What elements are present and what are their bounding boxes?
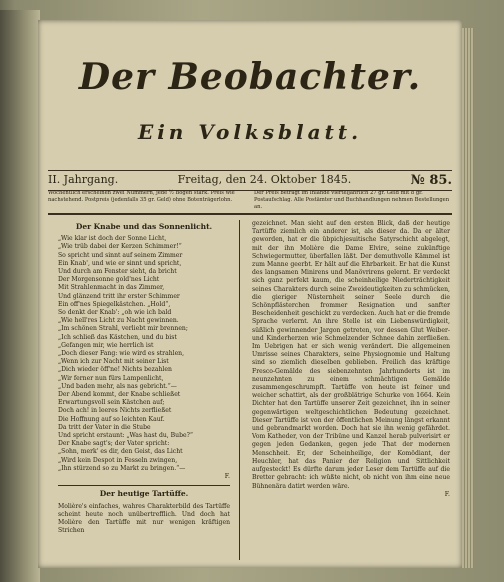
poem-title: Der Knabe und das Sonnenlicht. (75, 222, 213, 231)
poem-line: „Gefangen mir, wie herrlich ist (58, 341, 154, 349)
poem-line: Ein off'nes Spiegelkästchen. „Hold“, (58, 300, 171, 308)
issue-number: № 85. (410, 173, 452, 188)
column-rule (239, 220, 240, 560)
issue-date: Freitag, den 24. Oktober 1845. (177, 173, 352, 186)
book-spine-edge (0, 10, 40, 582)
poem-line: Der Knabe sagt's; der Vater spricht: (58, 440, 170, 448)
poem-body (58, 235, 230, 481)
masthead-title: Der Beobachter. (78, 56, 422, 98)
poem-line: Erwartungsvoll sein Kästchen auf; (58, 399, 165, 407)
poem-line: „Wie hell'res Licht zu Nacht gewinnen. (58, 317, 179, 325)
poem-line: „Wie klar ist doch der Sonne Licht, (58, 235, 167, 243)
page-stack-edge (462, 28, 474, 568)
article-title: Der heutige Tartüffe. (99, 489, 189, 499)
poem-line: Und spricht erstaunt: „Was hast du, Bube?“ (58, 432, 193, 440)
info-right: Der Preis beträgt im Inlande vierteljährlich 27 gr. Geld mit 8 gr. Postaufschlag. Alle Postämter und Buchhandlungen nehmen Bestellungen an. (254, 190, 450, 210)
info-left: Wöchentlich erscheinen zwei Nummern, jede ½ Bogen stark. Preis wie nachstehend. Postpreis (jedenfalls 35 gr. Geld) ohne Botenträgerlohn. (48, 190, 235, 203)
poem-line: „Im schönen Strahl, verliebt mir brennen; (58, 325, 188, 333)
poem-line: „Wie trüb dabei der Kerzen Schimmer!“ (58, 243, 182, 251)
subscription-info (48, 190, 452, 215)
newspaper-page (38, 20, 462, 568)
poem-line: Der Abend kommt, der Knabe schließet (58, 391, 181, 399)
poem-line: Die Hoffnung auf so leichten Kauf. (58, 415, 165, 423)
poem-line: Und glänzend tritt ihr erster Schimmer (58, 292, 180, 300)
volume-label: II. Jahrgang. (48, 173, 119, 186)
poem-line: Ein Knab', und wie er sinnt und spricht, (58, 259, 182, 267)
article-intro: Molière's einfaches, wahres Charakterbild des Tartüffe scheint heute noch unübertrefflich. Und doch hat Molière den Tartüffe mit nur wenigen kräftigen Strichen (58, 502, 230, 535)
poem-line: F. (224, 473, 230, 481)
article-continuation: gezeichnet. Man sieht auf den ersten Blick, daß der heutige Tartüffe ziemlich ein anderer ist, als dieser da. Da er älter geworden, hat er die übpichjesuitische Satyrschicht abgelegt, mit der ihn Molière die Dame Elvire, seine zukünftige Schwiegermutter, überfallen läßt. Der demuthvolle Kämmel ist zum Manne geerbt. Er hält auf die Ehrbarkeit. Er hat die Kunst des langsamen Minirens und Manövrirens gelernt. Er verdeckt sich ganz perfekt kaum, die scheinheilige Niederträchtigkeit seines Charakters durch seine Zweideutigkeiten zu schmücken, die gieriger Nüsternheit seiner Seele durch die Schönpflästerchen frommer Resignation und sanfter Bescheidenheit geschickt zu verdecken. Auch hat er die fremde Sprache verlernt. An ihre Stelle ist ein Liebenswürdigkeit, süßlich gewinnender Jargon getreten, vor dessen Glut Weiber- und Kinderherzen wie Schmelzender Schnee dahin zerfließen. Im Uebrigen hat er sich wenig verändert. Die allgemeinen Umrisse seines Charakters, seine Physiognomie und Haltung sind so ziemlich dieselben geblieben. Freilich das kräftige Fresco-Gemälde des siebenzehnten Jahrhunderts ist im neunzehnten zu einem schmächtigen Gemälde zusammengeschrumpft. Tartüffe von heute ist feiner und weicher schattirt, als der großblätrige Schurke von 1664. Kein Dichter hat den Tartüffe unserer Zeit gezeichnet, ihn in seiner gegenwärtigen weltgeschichtlichen Bedeutung gezeichnet. Dieser Tartüffe ist von der öffentlichen Meinung längst erkannt und gebrandmarkt worden. Doch hat sie ihn wenig gefährdet. Vom Katheder, von der Tribüne und Kanzel herab pulverisirt er gegen jeden Gedanken, gegen jede That der modernen Menschheit. Er, der Scheinheilige, der Komödiant, der Heuchler, hat das Panier der Religion und Sittlichkeit aufgesteckt! Es dürfte darum jeder Leser dem Tartüffe auf die Bretter gebracht: ich wüßte nicht, ob nicht von ihm eine neue Bühnenära datirt werden wäre. (252, 220, 450, 490)
poem-line: „Dich wieder öff'ne! Nichts bezahlen (58, 366, 172, 374)
left-column (58, 220, 230, 535)
poem-line: Doch ach! in leeres Nichts zerfließet (58, 407, 172, 415)
poem-line: „Doch dieser Fang: wie wird es strahlen, (58, 350, 185, 358)
poem-line: „Ihn stürzend so zu Markt zu bringen.“— (58, 464, 186, 472)
right-column (252, 220, 450, 499)
section-divider (58, 485, 230, 486)
poem-line: So denkt der Knab': „oh wie ich bald (58, 309, 172, 317)
masthead-subtitle: Ein Volksblatt. (137, 120, 363, 144)
poem-line: „Wenn ich zur Nacht mit seiner List (58, 358, 169, 366)
poem-line: Da tritt der Vater in die Stube (58, 423, 151, 431)
poem-line: „Sohn, merk' es dir, den Geist, das Licht (58, 448, 183, 456)
poem-line: „Wir ferner nun fürs Lampenlicht, (58, 374, 164, 382)
poem-line: „Ich schließ das Kästchen, und du bist (58, 333, 177, 341)
poem-line: So spricht und sinnt auf seinem Zimmer (58, 251, 183, 259)
poem-line: Der Morgensonne gold'nes Licht (58, 276, 160, 284)
poem-line: Und durch am Fenster sieht, da bricht (58, 268, 177, 276)
dateline (48, 170, 452, 191)
poem-line: „Wird kein Despot in Fesseln zwingen, (58, 456, 178, 464)
article-signature: F. (444, 490, 450, 498)
poem-line: „Und baden mehr, als nas gebricht.“— (58, 382, 177, 390)
poem-line: Mit Strahlenmacht in das Zimmer, (58, 284, 165, 292)
